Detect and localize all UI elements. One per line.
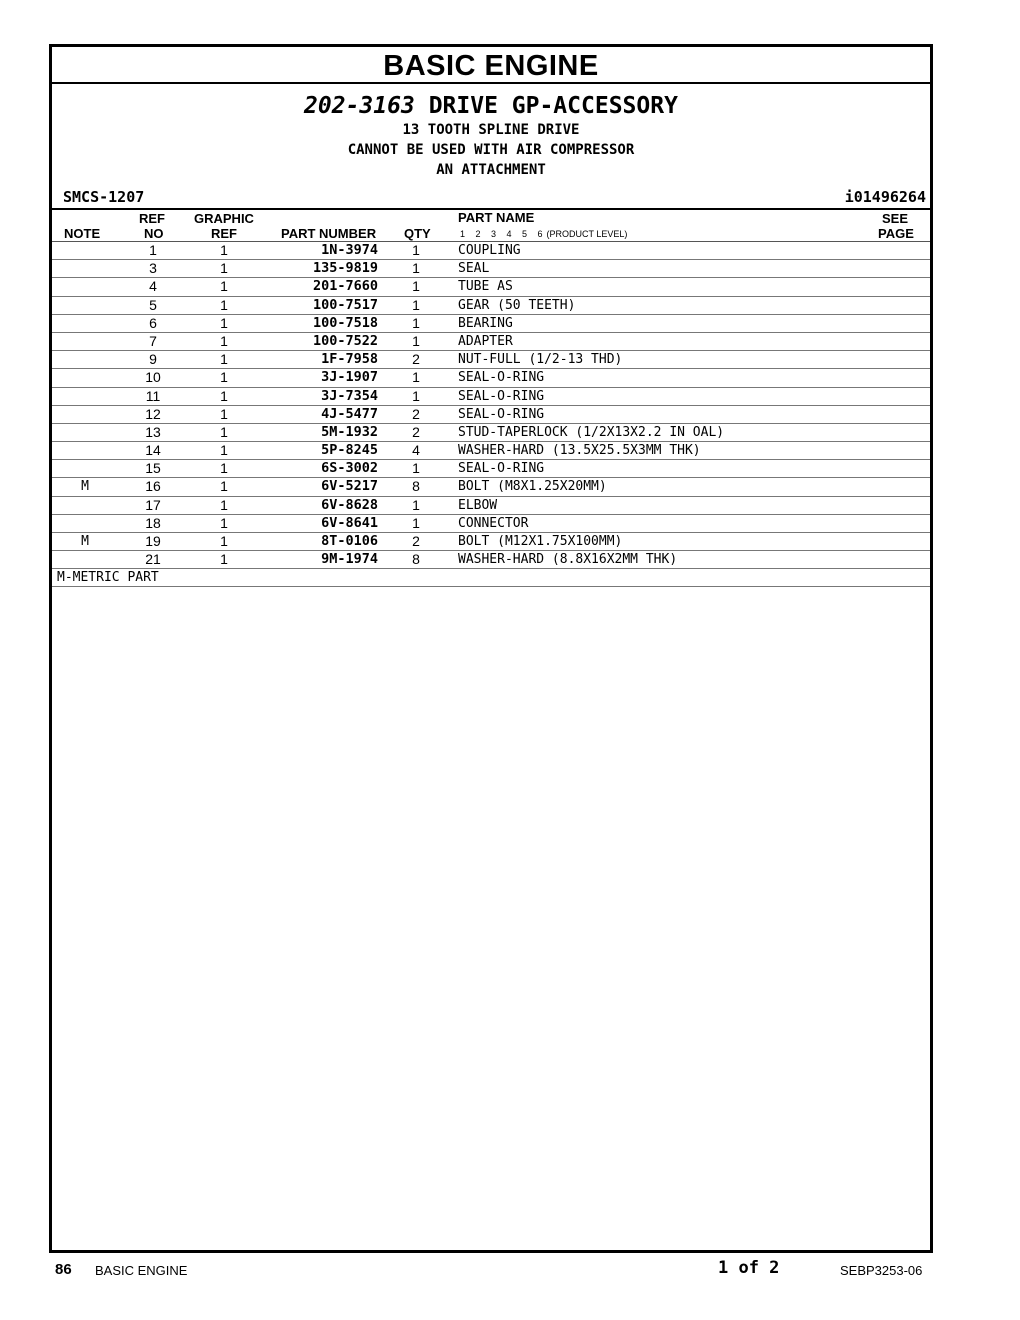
page-number: 86: [55, 1261, 72, 1278]
graphic-ref-cell: 1: [220, 387, 228, 404]
part-number-cell: 5M-1932: [321, 423, 378, 440]
part-number-cell: 1F-7958: [321, 351, 378, 368]
part-number-cell: 3J-1907: [321, 369, 378, 386]
part-number-cell: 201-7660: [312, 278, 378, 295]
parts-table-body: [52, 242, 930, 569]
table-row: [52, 242, 930, 260]
qty-cell: 8: [412, 478, 420, 495]
col-qty: QTY: [404, 226, 431, 241]
qty-cell: 1: [412, 496, 420, 513]
part-name-cell: WASHER-HARD (13.5X25.5X3MM THK): [458, 443, 701, 459]
page-footer: [0, 1258, 1020, 1282]
table-row: [52, 551, 930, 569]
ref-no-cell: 21: [145, 551, 161, 568]
part-number-cell: 6V-8628: [321, 496, 378, 513]
table-row: [52, 406, 930, 424]
ref-no-cell: 4: [149, 278, 157, 295]
graphic-ref-cell: 1: [220, 405, 228, 422]
qty-cell: 4: [412, 442, 420, 459]
table-row: [52, 515, 930, 533]
part-name-cell: SEAL: [458, 261, 490, 277]
graphic-ref-cell: 1: [220, 460, 228, 477]
graphic-ref-cell: 1: [220, 551, 228, 568]
part-number-cell: 135-9819: [312, 260, 378, 277]
footer-section: BASIC ENGINE: [95, 1263, 188, 1278]
ref-no-cell: 18: [145, 514, 161, 531]
qty-cell: 1: [412, 260, 420, 277]
qty-cell: 1: [412, 242, 420, 258]
col-ref-top: REF: [139, 211, 165, 226]
table-row: [52, 424, 930, 442]
group-title: [52, 92, 930, 120]
qty-cell: 1: [412, 514, 420, 531]
col-ref-bottom: NO: [144, 226, 164, 241]
graphic-ref-cell: 1: [220, 423, 228, 440]
part-name-cell: STUD-TAPERLOCK (1/2X13X2.2 IN OAL): [458, 424, 725, 440]
qty-cell: 1: [412, 387, 420, 404]
part-name-cell: BOLT (M8X1.25X20MM): [458, 479, 607, 495]
col-see-bottom: PAGE: [878, 226, 914, 241]
graphic-ref-cell: 1: [220, 514, 228, 531]
ref-no-cell: 16: [145, 478, 161, 495]
part-number-cell: 6S-3002: [321, 460, 378, 477]
qty-cell: 1: [412, 296, 420, 313]
footnote: M-METRIC PART: [52, 569, 930, 587]
part-number-cell: 1N-3974: [321, 242, 378, 258]
table-row: [52, 297, 930, 315]
table-row: [52, 369, 930, 387]
part-number-cell: 6V-8641: [321, 514, 378, 531]
parts-page-frame: [49, 44, 933, 1253]
group-subtitle-1: 13 TOOTH SPLINE DRIVE: [402, 122, 580, 138]
part-name-cell: BEARING: [458, 315, 513, 331]
product-level-label: (PRODUCT LEVEL): [546, 229, 628, 239]
qty-cell: 1: [412, 314, 420, 331]
table-row: [52, 333, 930, 351]
ref-no-cell: 5: [149, 296, 157, 313]
ref-no-cell: 9: [149, 351, 157, 368]
qty-cell: 1: [412, 278, 420, 295]
part-number-cell: 5P-8245: [321, 442, 378, 459]
note-cell: M: [81, 479, 89, 495]
ref-no-cell: 7: [149, 332, 157, 349]
ref-no-cell: 11: [145, 387, 161, 404]
qty-cell: 1: [412, 369, 420, 386]
qty-cell: 2: [412, 423, 420, 440]
table-row: [52, 533, 930, 551]
group-subtitle-3: AN ATTACHMENT: [436, 162, 546, 178]
part-number-cell: 8T-0106: [321, 533, 378, 549]
ref-no-cell: 3: [149, 260, 157, 277]
graphic-ref-cell: 1: [220, 369, 228, 386]
graphic-ref-cell: 1: [220, 242, 228, 258]
table-row: [52, 460, 930, 478]
part-name-cell: ELBOW: [458, 497, 498, 513]
col-note: NOTE: [64, 226, 101, 241]
sheet-indicator: 1 of 2: [718, 1258, 780, 1278]
table-row: [52, 497, 930, 515]
qty-cell: 1: [412, 460, 420, 477]
qty-cell: 2: [412, 533, 420, 549]
part-name-cell: COUPLING: [458, 243, 521, 258]
table-row: [52, 278, 930, 296]
qty-cell: 8: [412, 551, 420, 568]
table-row: [52, 260, 930, 278]
document-code: SEBP3253-06: [840, 1263, 923, 1278]
ref-no-cell: 12: [145, 405, 161, 422]
part-name-cell: SEAL-O-RING: [458, 461, 545, 477]
group-subtitle-2: CANNOT BE USED WITH AIR COMPRESSOR: [347, 142, 635, 158]
group-name: DRIVE GP-ACCESSORY: [428, 93, 678, 119]
part-name-cell: CONNECTOR: [458, 515, 529, 531]
graphic-ref-cell: 1: [220, 314, 228, 331]
col-part-name: PART NAME: [458, 210, 535, 225]
part-name-cell: SEAL-O-RING: [458, 406, 545, 422]
part-name-cell: SEAL-O-RING: [458, 370, 545, 386]
part-number-cell: 9M-1974: [321, 551, 378, 568]
ref-no-cell: 15: [145, 460, 161, 477]
graphic-ref-cell: 1: [220, 332, 228, 349]
graphic-ref-cell: 1: [220, 296, 228, 313]
table-row: [52, 351, 930, 369]
col-see-top: SEE: [882, 211, 909, 226]
part-name-cell: TUBE AS: [458, 279, 513, 295]
part-number-cell: 4J-5477: [321, 405, 378, 422]
meta-row: [52, 184, 930, 208]
ref-no-cell: 6: [149, 314, 157, 331]
ref-no-cell: 1: [149, 242, 157, 258]
graphic-ref-cell: 1: [220, 442, 228, 459]
ref-no-cell: 19: [145, 533, 161, 549]
col-product-levels: [460, 229, 627, 239]
qty-cell: 2: [412, 405, 420, 422]
ref-no-cell: 13: [145, 423, 161, 440]
col-graphic-bottom: REF: [211, 226, 237, 241]
graphic-ref-cell: 1: [220, 496, 228, 513]
product-level-numbers: 1 2 3 4 5 6: [460, 229, 543, 239]
graphic-ref-cell: 1: [220, 533, 228, 549]
part-number-cell: 100-7517: [312, 296, 378, 313]
part-number-cell: 3J-7354: [321, 387, 378, 404]
table-row: [52, 478, 930, 496]
ref-no-cell: 14: [145, 442, 161, 459]
col-graphic-top: GRAPHIC: [194, 211, 254, 226]
graphic-ref-cell: 1: [220, 351, 228, 368]
part-number-cell: 6V-5217: [321, 478, 378, 495]
table-row: [52, 442, 930, 460]
table-row: [52, 315, 930, 333]
part-number-cell: 100-7522: [312, 332, 378, 349]
part-name-cell: GEAR (50 TEETH): [458, 297, 576, 313]
ref-no-cell: 10: [145, 369, 161, 386]
part-name-cell: BOLT (M12X1.75X100MM): [458, 534, 623, 549]
part-name-cell: NUT-FULL (1/2-13 THD): [458, 352, 623, 368]
table-header: [52, 208, 930, 242]
part-name-cell: WASHER-HARD (8.8X16X2MM THK): [458, 552, 678, 568]
ref-no-cell: 17: [145, 496, 161, 513]
graphic-ref-cell: 1: [220, 260, 228, 277]
document-id: i01496264: [844, 188, 926, 206]
note-cell: M: [81, 534, 89, 549]
graphic-ref-cell: 1: [220, 278, 228, 295]
smcs-code: SMCS-1207: [63, 188, 145, 206]
qty-cell: 2: [412, 351, 420, 368]
group-part-number: 202-3163: [304, 93, 415, 119]
qty-cell: 1: [412, 332, 420, 349]
part-name-cell: SEAL-O-RING: [458, 388, 545, 404]
part-number-cell: 100-7518: [312, 314, 378, 331]
col-part-number: PART NUMBER: [281, 226, 377, 241]
graphic-ref-cell: 1: [220, 478, 228, 495]
table-row: [52, 388, 930, 406]
part-name-cell: ADAPTER: [458, 333, 513, 349]
page-title: BASIC ENGINE: [52, 47, 930, 84]
